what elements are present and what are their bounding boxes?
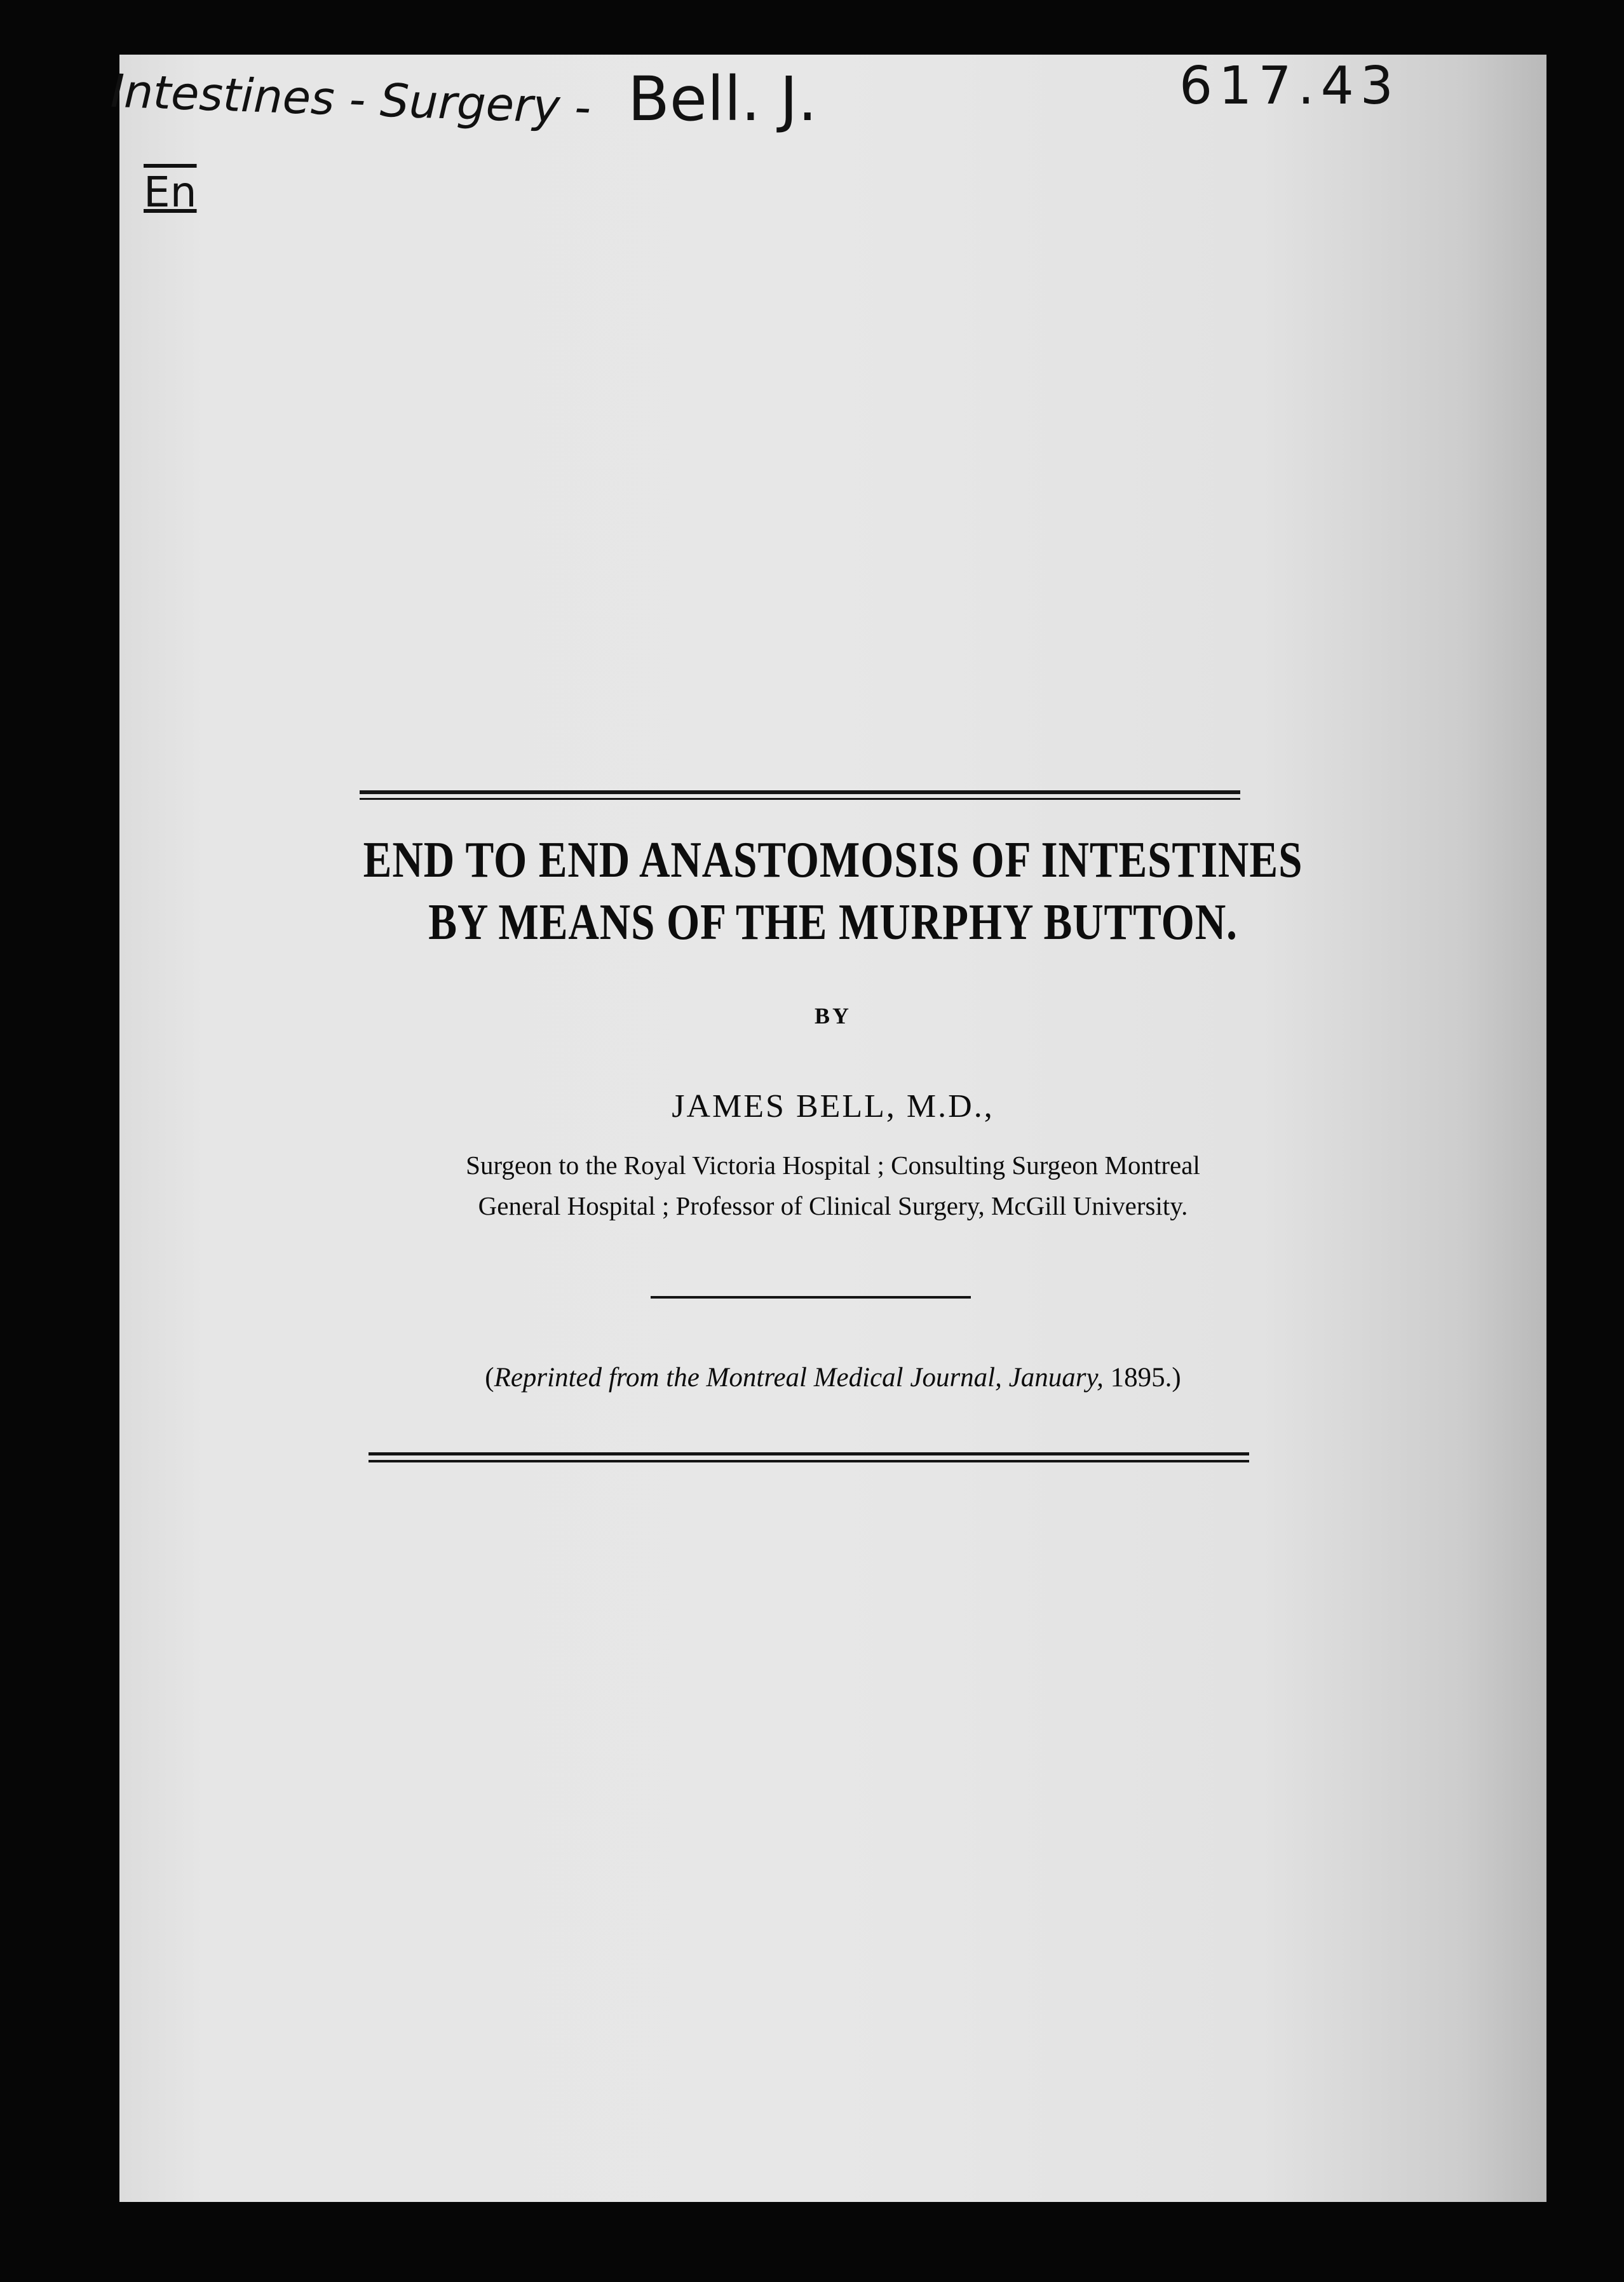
author-name: JAMES BELL, M.D., xyxy=(672,1088,994,1124)
author-affiliation-line-2: General Hospital ; Professor of Clinical Surgery, McGill University. xyxy=(478,1191,1188,1220)
reprint-note xyxy=(119,1362,1546,1393)
byline-label: BY xyxy=(814,1003,851,1029)
handwritten-mark: En xyxy=(144,168,197,217)
reprint-source: Reprinted from the Montreal Medical Journal, January, xyxy=(494,1363,1104,1393)
handwritten-subject-note: Intestines - Surgery - xyxy=(109,64,592,135)
short-divider xyxy=(651,1296,971,1299)
top-rule-thin xyxy=(360,798,1240,800)
document-page xyxy=(109,55,1546,2202)
bottom-rule-thick xyxy=(369,1452,1249,1455)
document-title-line-1: END TO END ANASTOMOSIS OF INTESTINES xyxy=(363,832,1303,888)
top-rule-thick xyxy=(360,790,1240,794)
bottom-rule-thin xyxy=(369,1460,1249,1462)
author-affiliation-line-1: Surgeon to the Royal Victoria Hospital ; Consulting Surgeon Montreal xyxy=(466,1151,1200,1180)
handwritten-call-number: 617.43 xyxy=(1179,56,1400,116)
reprint-year: 1895.) xyxy=(1103,1363,1181,1393)
handwritten-author-note: Bell. J. xyxy=(628,64,818,135)
reprint-open-paren: ( xyxy=(485,1363,494,1393)
document-title-line-2: BY MEANS OF THE MURPHY BUTTON. xyxy=(428,895,1238,950)
